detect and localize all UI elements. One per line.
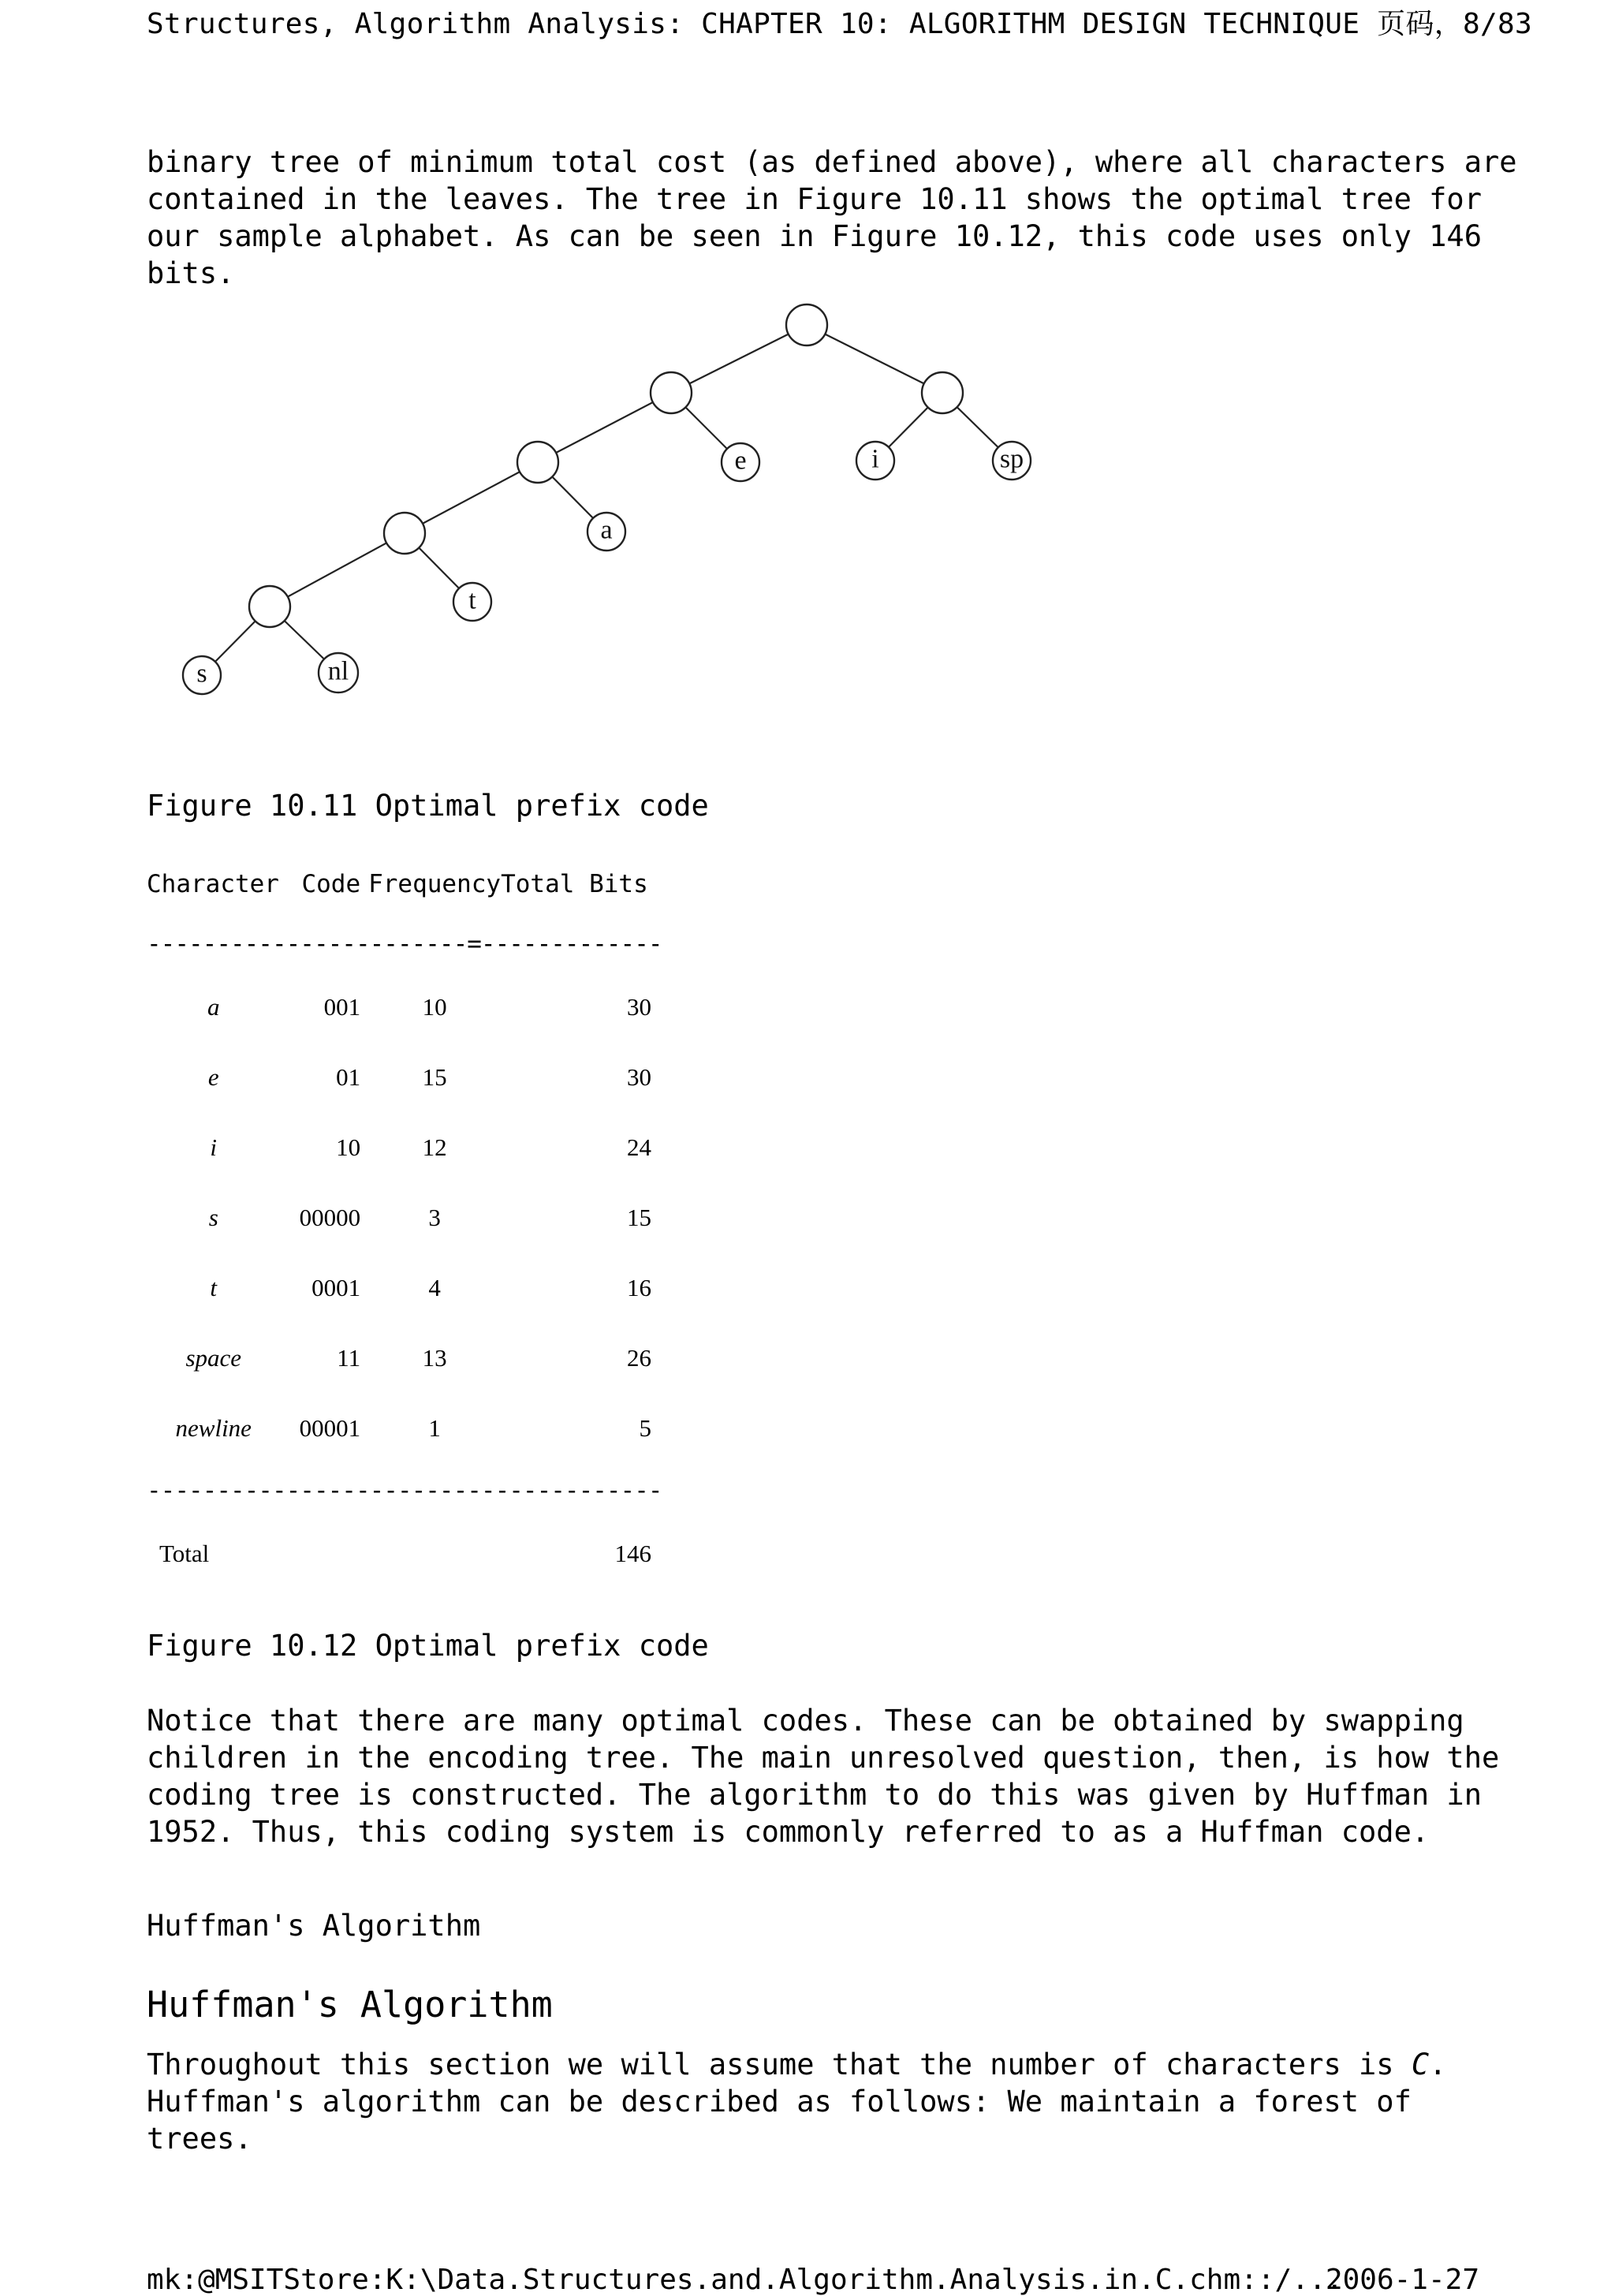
figure-caption: Figure 10.12 Optimal prefix code: [147, 1629, 709, 1663]
cell-total-bits: 24: [627, 1133, 651, 1161]
table-rule-bottom: [147, 1463, 714, 1518]
table-rule-top: [147, 917, 714, 972]
cell-frequency: 3: [428, 1203, 441, 1231]
tree-root-node: [786, 304, 827, 345]
tree-leaf-s: [183, 656, 221, 694]
cell-character: t: [210, 1273, 218, 1301]
notice-paragraph: Notice that there are many optimal codes. These can be obtained by swapping children in the encoding tree. The main unresolved question, then, is how the coding tree is constructed. The algorithm to do this was given by Huffman in 1952. Thus, this coding system is commonly referred to as a Huffman code.: [147, 1704, 1500, 1849]
cell-code: 11: [337, 1343, 361, 1372]
huffman-intro-paragraph: [147, 2046, 1519, 2157]
figure-caption: Figure 10.11 Optimal prefix code: [147, 789, 709, 823]
cell-code: 001: [323, 992, 361, 1021]
section-heading: Huffman's Algorithm: [147, 1984, 553, 2025]
tree-internal-node: [384, 513, 425, 554]
svg-text:a: a: [600, 515, 613, 545]
prefix-code-table: [147, 852, 714, 1589]
page-header: Structures, Algorithm Analysis: CHAPTER 10: ALGORITHM DESIGN TECHNIQUE 页码，8/83: [147, 8, 1532, 40]
cell-total-bits: 15: [627, 1203, 651, 1231]
cell-code: 00000: [299, 1203, 361, 1231]
tree-internal-node: [249, 586, 290, 627]
cell-frequency: 13: [422, 1343, 447, 1372]
page-footer: [147, 2264, 1479, 2296]
footer-date: 2006-1-27: [1325, 2264, 1479, 2296]
cell-frequency: 4: [428, 1273, 441, 1301]
footer-path: mk:@MSITStore:K:\Data.Structures.and.Algorithm.Analysis.in.C.chm::/...: [147, 2264, 1344, 2296]
cell-total-bits: 30: [627, 1062, 651, 1091]
tree-leaf-sp: [993, 442, 1031, 480]
cell-code: 0001: [311, 1273, 361, 1301]
cell-total-bits: 16: [627, 1273, 651, 1301]
table-row: [147, 1253, 714, 1323]
table-row: [147, 972, 714, 1042]
tree-edge: [270, 533, 405, 607]
tree-leaf-nl: [319, 653, 358, 693]
total-label: Total: [159, 1539, 210, 1567]
variable-c: C: [1411, 2048, 1430, 2081]
svg-text:s: s: [196, 659, 207, 689]
tree-edge: [807, 325, 942, 393]
cell-frequency: 1: [428, 1413, 441, 1442]
cell-code: 00001: [299, 1413, 361, 1442]
optimal-prefix-tree: [158, 288, 1065, 745]
cell-character: space: [185, 1343, 242, 1372]
svg-text:nl: nl: [327, 656, 349, 686]
paragraph-text: . Huffman's algorithm can be described as follows: We maintain a forest of trees.: [147, 2048, 1447, 2156]
cell-total-bits: 30: [627, 992, 651, 1021]
table-empty-cell: [280, 1518, 360, 1589]
tree-internal-node: [922, 372, 963, 413]
cell-frequency: 12: [422, 1133, 447, 1161]
svg-text:sp: sp: [999, 444, 1024, 474]
tree-internal-node: [517, 442, 558, 483]
table-header: Total Bits: [501, 870, 648, 898]
total-value: 146: [614, 1539, 651, 1567]
cell-total-bits: 26: [627, 1343, 651, 1372]
tree-edge: [538, 393, 671, 462]
svg-text:i: i: [871, 444, 879, 474]
tree-leaf-i: [856, 442, 894, 480]
table-divider: -----------------------=-------------: [147, 930, 662, 958]
cell-character: newline: [175, 1413, 252, 1442]
cell-frequency: 10: [422, 992, 447, 1021]
cell-frequency: 15: [422, 1062, 447, 1091]
tree-leaf-a: [587, 513, 625, 551]
tree-edge: [671, 325, 807, 393]
cell-character: s: [208, 1203, 218, 1231]
table-row: [147, 1042, 714, 1112]
table-divider: -------------------------------------: [147, 1477, 662, 1505]
tree-edge: [405, 462, 538, 533]
table-header: Character: [147, 870, 279, 898]
svg-text:e: e: [734, 446, 747, 476]
table-row: [147, 1112, 714, 1182]
table-header: Code: [301, 870, 361, 898]
table-row: [147, 1393, 714, 1463]
cell-code: 01: [336, 1062, 361, 1091]
table-total-row: [147, 1518, 714, 1589]
table-row: [147, 1323, 714, 1393]
svg-text:t: t: [468, 585, 476, 615]
paragraph-text: Throughout this section we will assume that the number of characters is: [147, 2048, 1412, 2081]
cell-character: i: [210, 1133, 218, 1161]
tree-leaf-e: [722, 443, 759, 481]
table-header: Frequency: [368, 870, 502, 898]
table-header-row: [147, 852, 714, 917]
cell-character: e: [207, 1062, 219, 1091]
table-empty-cell: [360, 1518, 501, 1589]
section-label: Huffman's Algorithm: [147, 1909, 481, 1943]
cell-total-bits: 5: [639, 1413, 651, 1442]
table-row: [147, 1182, 714, 1253]
cell-code: 10: [336, 1133, 361, 1161]
tree-leaf-t: [453, 583, 491, 621]
intro-paragraph: binary tree of minimum total cost (as defined above), where all characters are contained in the leaves. The tree in Figure 10.11 shows the optimal tree for our sample alphabet. As can be seen in Figure 10.12, this code uses only 146 bits.: [147, 145, 1517, 290]
cell-character: a: [207, 992, 220, 1021]
tree-internal-node: [651, 372, 692, 413]
